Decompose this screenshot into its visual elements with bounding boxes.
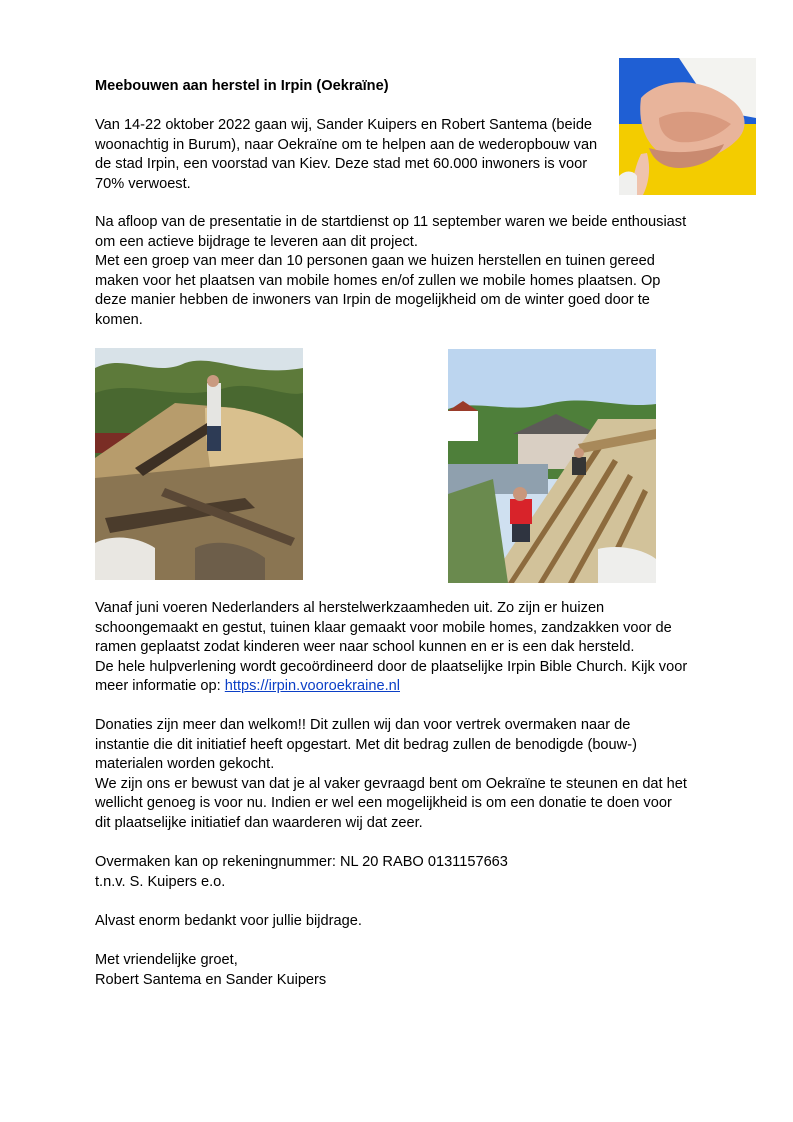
text-line: Na afloop van de presentatie in de startdienst op 11 september waren we beide enthousiast bbox=[95, 214, 687, 230]
damaged-roof-photo bbox=[95, 348, 303, 580]
hands-flag-photo bbox=[619, 58, 756, 195]
text-line: Van 14-22 oktober 2022 gaan wij, Sander Kuipers en Robert Santema (beide bbox=[95, 117, 593, 133]
text-line: Alvast enorm bedankt voor jullie bijdrage. bbox=[95, 913, 362, 929]
text-line: materialen worden gekocht. bbox=[95, 756, 275, 773]
donation-paragraph bbox=[95, 716, 687, 834]
text-line: maken voor het plaatsen van mobile homes en/of zullen we mobile homes plaatsen. Op bbox=[95, 272, 661, 289]
text-line: De hele hulpverlening wordt gecoördineerd door de plaatselijke Irpin Bible Church. Kijk voor bbox=[95, 658, 688, 675]
text-line: instantie die dit initiatief heeft opgestart. Met dit bedrag zullen de benodigde (bouw-) bbox=[95, 736, 637, 753]
text-line: om een actieve bijdrage te leveren aan dit project. bbox=[95, 233, 418, 250]
intro-paragraph bbox=[95, 116, 597, 194]
text-line: wellicht genoeg is voor nu. Indien er wel een mogelijkheid is om een donatie te doen voor bbox=[95, 795, 672, 812]
project-paragraph bbox=[95, 213, 686, 331]
text-line: schoongemaakt en gestut, tuinen klaar gemaakt voor mobile homes, zandzakken voor de bbox=[95, 619, 672, 636]
signature-line: Robert Santema en Sander Kuipers bbox=[95, 971, 327, 988]
text-line: dit plaatselijke initiatief dan waarderen wij dat zeer. bbox=[95, 814, 423, 831]
text-line: Met een groep van meer dan 10 personen gaan we huizen herstellen en tuinen gereed bbox=[95, 253, 655, 270]
text-line: woonachtig in Burum), naar Oekraïne om te helpen aan de wederopbouw van bbox=[95, 136, 598, 153]
text-line: de stad Irpin, een voorstad van Kiev. Deze stad met 60.000 inwoners is voor bbox=[95, 156, 588, 173]
text-line: Overmaken kan op rekeningnummer: NL 20 RABO 0131157663 bbox=[95, 854, 508, 870]
text-line: deze manier hebben de inwoners van Irpin de mogelijkheid om de winter goed door te bbox=[95, 292, 650, 309]
info-link[interactable]: https://irpin.vooroekraine.nl bbox=[224, 678, 400, 695]
text-line: Vanaf juni voeren Nederlanders al herstelwerkzaamheden uit. Zo zijn er huizen bbox=[95, 600, 605, 616]
text-line bbox=[95, 677, 687, 697]
text-line: Met vriendelijke groet, bbox=[95, 952, 238, 968]
link-prefix: meer informatie op: bbox=[95, 678, 225, 695]
text-line: Donaties zijn meer dan welkom!! Dit zullen wij dan voor vertrek overmaken naar de bbox=[95, 717, 631, 733]
closing bbox=[95, 951, 326, 990]
thanks-line bbox=[95, 912, 362, 932]
text-line: 70% verwoest. bbox=[95, 175, 191, 192]
text-line: t.n.v. S. Kuipers e.o. bbox=[95, 873, 226, 890]
bank-info bbox=[95, 853, 508, 892]
roof-repair-photo bbox=[448, 349, 656, 583]
text-line: ramen geplaatst zodat kinderen weer naar school kunnen en er is een dak hersteld. bbox=[95, 639, 635, 656]
page-title: Meebouwen aan herstel in Irpin (Oekraïne) bbox=[95, 78, 389, 94]
text-line: komen. bbox=[95, 311, 143, 328]
text-line: We zijn ons er bewust van dat je al vaker gevraagd bent om Oekraïne te steunen en dat het bbox=[95, 775, 687, 792]
work-paragraph bbox=[95, 599, 687, 697]
